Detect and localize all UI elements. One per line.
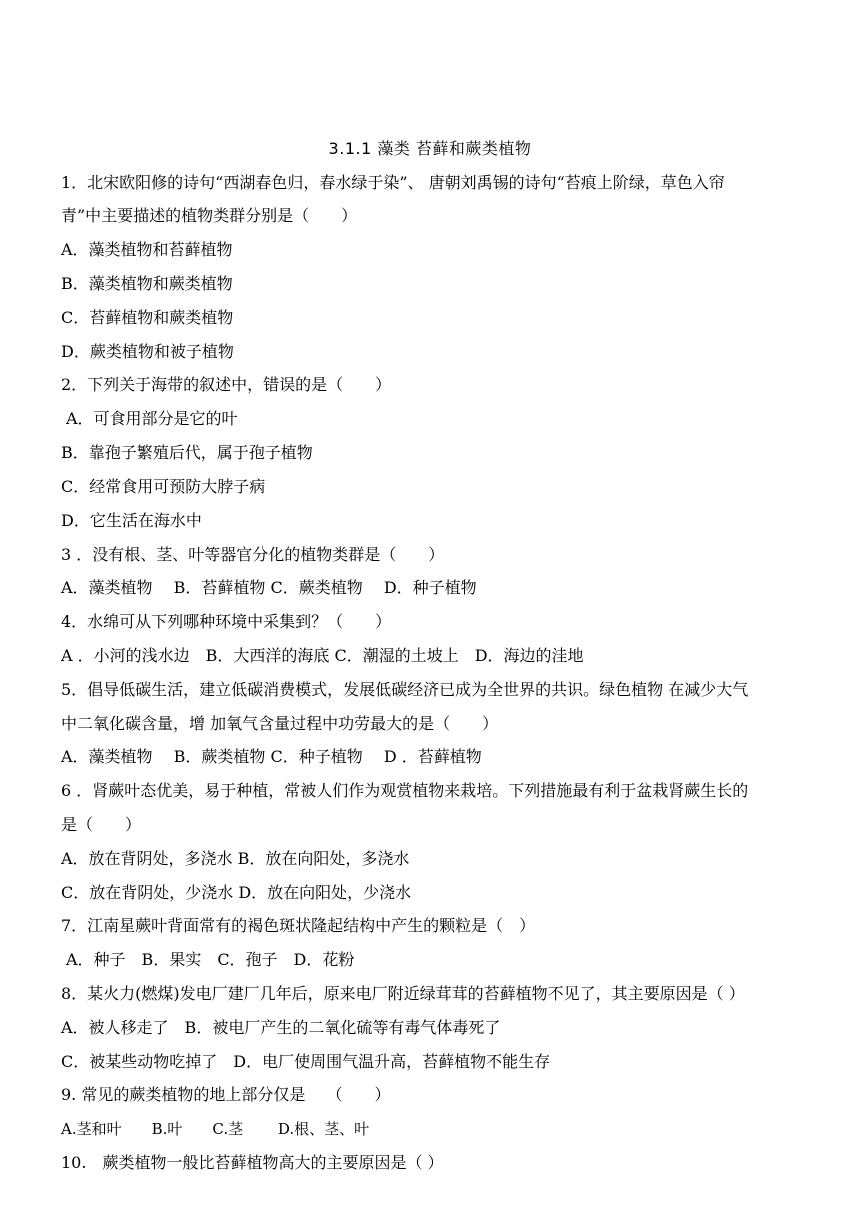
question-9-stem: 9. 常见的蕨类植物的地上部分仅是 （ ） — [61, 1085, 391, 1104]
question-1-stem-line-2: 青”中主要描述的植物类群分别是（ ） — [61, 206, 358, 225]
question-3-options: A．藻类植物 B．苔藓植物 C．蕨类植物 D．种子植物 — [61, 578, 477, 597]
question-2-option-b: B．靠孢子繁殖后代，属于孢子植物 — [61, 443, 313, 462]
question-4-stem: 4．水绵可从下列哪种环境中采集到？（ ） — [61, 612, 392, 631]
question-2-option-d: D．它生活在海水中 — [61, 511, 202, 530]
question-7-stem: 7．江南星蕨叶背面常有的褐色斑状隆起结构中产生的颗粒是（ ） — [61, 916, 536, 935]
question-8-options-cd: C．被某些动物吃掉了 D．电厂使周围气温升高，苔藓植物不能生存 — [61, 1052, 551, 1071]
question-8-options-ab: A．被人移走了 B．被电厂产生的二氧化硫等有毒气体毒死了 — [61, 1018, 501, 1037]
question-2-option-c: C．经常食用可预防大脖子病 — [61, 477, 266, 496]
question-5-stem-line-2: 中二氧化碳含量，增 加氧气含量过程中功劳最大的是（ ） — [61, 714, 499, 733]
question-6-options-ab: A．放在背阴处，多浇水 B．放在向阳处，多浇水 — [61, 849, 410, 868]
question-5-options: A．藻类植物 B．蕨类植物 C．种子植物 D ．苔藓植物 — [61, 747, 482, 766]
question-7-options: A．种子 B．果实 C．孢子 D．花粉 — [66, 950, 355, 969]
question-1-stem-line-1: 1．北宋欧阳修的诗句“西湖春色归，春水绿于染”、 唐朝刘禹锡的诗句“苔痕上阶绿，草色入帘 — [61, 173, 725, 192]
question-6-stem-line-1: 6 ．肾蕨叶态优美，易于种植，常被人们作为观赏植物来栽培。下列措施最有利于盆栽肾蕨生长的 — [61, 781, 749, 800]
question-8-stem: 8．某火力(燃煤)发电厂建厂几年后，原来电厂附近绿茸茸的苔藓植物不见了，其主要原因是（ ） — [61, 984, 745, 1003]
question-5-stem-line-1: 5．倡导低碳生活，建立低碳消费模式，发展低碳经济已成为全世界的共识。绿色植物 在减少大气 — [61, 680, 749, 699]
question-6-options-cd: C．放在背阴处，少浇水 D．放在向阳处，少浇水 — [61, 883, 412, 902]
question-1-option-b: B．藻类植物和蕨类植物 — [61, 274, 233, 293]
question-3-stem: 3 ．没有根、茎、叶等器官分化的植物类群是（ ） — [61, 545, 445, 564]
question-1-option-d: D．蕨类植物和被子植物 — [61, 342, 234, 361]
question-10-stem: 10. 蕨类植物一般比苔藓植物高大的主要原因是（ ） — [61, 1153, 444, 1172]
question-1-option-c: C．苔藓植物和蕨类植物 — [61, 308, 234, 327]
page-title: 3.1.1 藻类 苔藓和蕨类植物 — [328, 139, 532, 158]
question-4-options: A ．小河的浅水边 B．大西洋的海底 C．潮湿的土坡上 D．海边的洼地 — [61, 646, 584, 665]
question-2-stem: 2．下列关于海带的叙述中，错误的是（ ） — [61, 375, 392, 394]
question-9-options: A.茎和叶 B.叶 C.茎 D.根、茎、叶 — [61, 1120, 370, 1138]
question-1-option-a: A．藻类植物和苔藓植物 — [61, 240, 233, 259]
question-6-stem-line-2: 是（ ） — [61, 815, 142, 834]
question-2-option-a: A．可食用部分是它的叶 — [66, 409, 238, 428]
